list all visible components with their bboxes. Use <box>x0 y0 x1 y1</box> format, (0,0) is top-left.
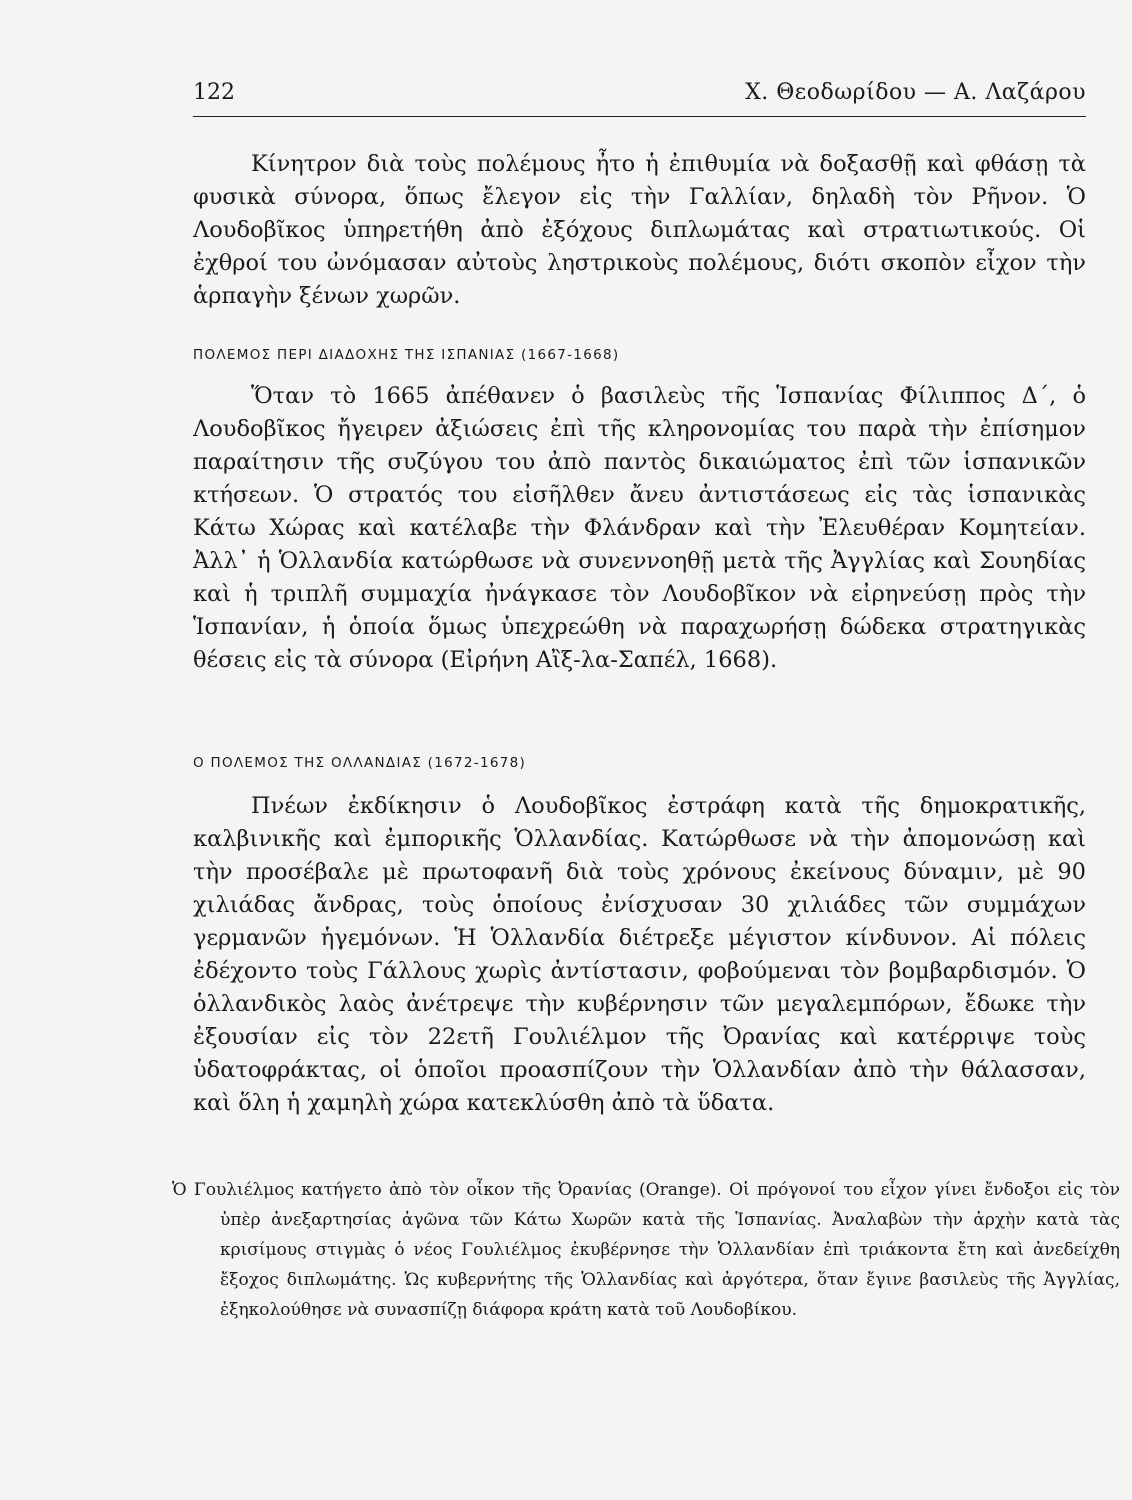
paragraph-motives: Κίνητρον διὰ τοὺς πολέμους ἦτο ἡ ἐπιθυμία νὰ δοξασθῇ καὶ φθάσῃ τὰ φυσικὰ σύνορα, ὅπως ἔλεγον εἰς τὴν Γαλλίαν, δηλαδὴ τὸν Ρῆνον. Ὁ Λουδοβῖκος ὑπηρετήθη ἀπὸ ἐξόχους διπλωμάτας καὶ στρατιωτικούς. Οἱ ἐχθροί του ὠνόμασαν αὐτοὺς ληστρικοὺς πολέμους, διότι σκοπὸν εἶχον τὴν ἁρπαγὴν ξένων χωρῶν. <box>193 151 1086 309</box>
paragraph-dutch-war: Πνέων ἐκδίκησιν ὁ Λουδοβῖκος ἐστράφη κατὰ τῆς δημοκρατικῆς, καλβινικῆς καὶ ἐμπορικῆς Ὁλλανδίας. Κατώρθωσε νὰ τὴν ἀπομονώσῃ καὶ τὴν προσέβαλε μὲ πρωτοφανῆ διὰ τοὺς χρόνους ἐκείνους δύναμιν, μὲ 90 χιλιάδας ἄνδρας, τοὺς ὁποίους ἐνίσχυσαν 30 χιλιάδες τῶν συμμάχων γερμανῶν ἡγεμόνων. Ἡ Ὁλλανδία διέτρεξε μέγιστον κίνδυνον. Αἱ πόλεις ἐδέχοντο τοὺς Γάλλους χωρὶς ἀντίστασιν, φοβούμεναι τὸν βομβαρδισμόν. Ὁ ὁλλανδικὸς λαὸς ἀνέτρεψε τὴν κυβέρνησιν τῶν μεγαλεμπόρων, ἔδωκε τὴν ἐξουσίαν εἰς τὸν 22ετῆ Γουλιέλμον τῆς Ὀρανίας καὶ κατέρριψε τοὺς ὑδατοφράκτας, οἱ ὁποῖοι προασπίζουν τὴν Ὁλλανδίαν ἀπὸ τὴν θάλασσαν, καὶ ὅλη ἡ χαμηλὴ χώρα κατεκλύσθη ἀπὸ τὰ ὕδατα. <box>193 793 1086 1116</box>
paragraph-spanish-succession: Ὅταν τὸ 1665 ἀπέθανεν ὁ βασιλεὺς τῆς Ἱσπανίας Φίλιππος Δ΄, ὁ Λουδοβῖκος ἤγειρεν ἀξιώσεις ἐπὶ τῆς κληρονομίας του παρὰ τὴν ἐπίσημον παραίτησιν τῆς συζύγου του ἀπὸ παντὸς δικαιώματος ἐπὶ τῶν ἱσπανικῶν κτήσεων. Ὁ στρατός του εἰσῆλθεν ἄνευ ἀντιστάσεως εἰς τὰς ἱσπανικὰς Κάτω Χώρας καὶ κατέλαβε τὴν Φλάνδραν καὶ τὴν Ἐλευθέραν Κομητείαν. Ἀλλ᾽ ἡ Ὁλλανδία κατώρθωσε νὰ συνεννοηθῇ μετὰ τῆς Ἀγγλίας καὶ Σουηδίας καὶ ἡ τριπλῆ συμμαχία ἠνάγκασε τὸν Λουδοβῖκον νὰ εἰρηνεύσῃ πρὸς τὴν Ἱσπανίαν, ἡ ὁποία ὅμως ὑπεχρεώθη νὰ παραχωρήσῃ δώδεκα στρατηγικὰς θέσεις εἰς τὰ σύνορα (Εἰρήνη Αἲξ-λα-Σαπέλ, 1668). <box>193 383 1086 673</box>
section-heading-spanish-succession: ΠΟΛΕΜΟΣ ΠΕΡΙ ΔΙΑΔΟΧΗΣ ΤΗΣ ΙΣΠΑΝΙΑΣ (1667-1668) <box>193 347 620 363</box>
running-title: Χ. Θεοδωρίδου — Α. Λαζάρου <box>745 80 1086 105</box>
footnote-william-of-orange: Ὁ Γουλιέλμος κατήγετο ἀπὸ τὸν οἶκον τῆς Ὀρανίας (Orange). Οἱ πρόγονοί του εἶχον γίνει ἔνδοξοι εἰς τὸν ὑπὲρ ἀνεξαρτησίας ἀγῶνα τῶν Κάτω Χωρῶν κατὰ τῆς Ἱσπανίας. Ἀναλαβὼν τὴν ἀρχὴν κατὰ τὰς κρισίμους στιγμὰς ὁ νέος Γουλιέλμος ἐκυβέρνησε τὴν Ὁλλανδίαν ἐπὶ τριάκοντα ἔτη καὶ ἀνεδείχθη ἔξοχος διπλωμάτης. Ὡς κυβερνήτης τῆς Ὁλλανδίας καὶ ἀργότερα, ὅταν ἔγινε βασιλεὺς τῆς Ἀγγλίας, ἐξηκολούθησε νὰ συνασπίζῃ διάφορα κράτη κατὰ τοῦ Λουδοβίκου. <box>172 1180 1120 1320</box>
page-number: 122 <box>193 80 235 105</box>
section-heading-dutch-war: Ο ΠΟΛΕΜΟΣ ΤΗΣ ΟΛΛΑΝΔΙΑΣ (1672-1678) <box>193 755 527 771</box>
page-header <box>193 76 1086 117</box>
